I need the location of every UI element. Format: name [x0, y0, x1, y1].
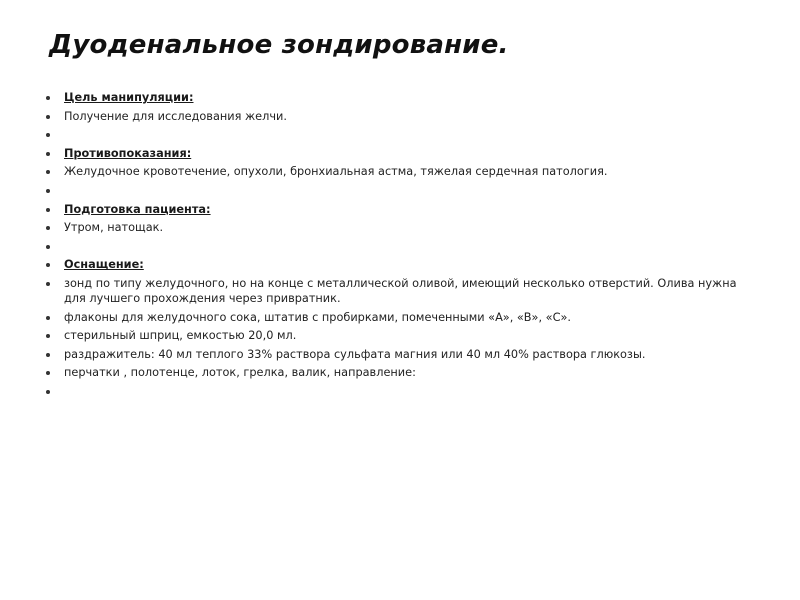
bullet-item-contraindications [46, 164, 746, 179]
bullet-icon [46, 371, 50, 375]
bullet-text: Желудочное кровотечение, опухоли, бронхиальная астма, тяжелая сердечная патология. [64, 165, 608, 179]
bullet-item-equipment-supplies [46, 365, 746, 380]
bullet-item-empty [46, 239, 746, 254]
bullet-item-purpose-heading [46, 90, 746, 105]
bullet-text: перчатки , полотенце, лоток, грелка, валик, направление: [64, 366, 416, 380]
bullet-icon [46, 96, 50, 100]
slide-title: Дуоденальное зондирование. [49, 30, 509, 60]
bullet-item-equipment-vials [46, 310, 746, 325]
bullet-text: зонд по типу желудочного, но на конце с металлической оливой, имеющий несколько отверстий. Олива нужна для лучшего прохождения через привратник. [64, 276, 737, 305]
bullet-icon [46, 170, 50, 174]
bullet-item-equipment-probe [46, 276, 746, 306]
bullet-text: Противопоказания: [64, 146, 192, 160]
bullet-item-equipment-heading [46, 257, 746, 272]
bullet-text: Подготовка пациента: [64, 202, 211, 216]
bullet-item-preparation-heading [46, 202, 746, 217]
bullet-list [46, 90, 746, 403]
bullet-item-empty [46, 183, 746, 198]
bullet-icon [46, 316, 50, 320]
bullet-text: Получение для исследования желчи. [64, 109, 287, 123]
bullet-icon [46, 208, 50, 212]
bullet-icon [46, 152, 50, 156]
bullet-text: флаконы для желудочного сока, штатив с пробирками, помеченными «А», «В», «С». [64, 310, 571, 324]
bullet-icon [46, 226, 50, 230]
bullet-item-contraindications-heading [46, 146, 746, 161]
bullet-text: Утром, натощак. [64, 221, 164, 235]
bullet-icon [46, 133, 50, 137]
bullet-icon [46, 115, 50, 119]
bullet-icon [46, 245, 50, 249]
bullet-icon [46, 334, 50, 338]
bullet-icon [46, 390, 50, 394]
bullet-icon [46, 263, 50, 267]
bullet-icon [46, 282, 50, 286]
bullet-item-purpose [46, 109, 746, 124]
bullet-text: Цель манипуляции: [64, 91, 194, 104]
bullet-icon [46, 353, 50, 357]
bullet-text: раздражитель: 40 мл теплого 33% раствора сульфата магния или 40 мл 40% раствора глюкозы. [64, 347, 646, 361]
bullet-item-preparation [46, 220, 746, 235]
bullet-item-empty [46, 127, 746, 142]
bullet-item-equipment-irritant [46, 347, 746, 362]
bullet-text: Оснащение: [64, 258, 144, 272]
bullet-item-equipment-syringe [46, 328, 746, 343]
bullet-text: стерильный шприц, емкостью 20,0 мл. [64, 329, 297, 343]
bullet-icon [46, 189, 50, 193]
bullet-item-empty [46, 384, 746, 399]
